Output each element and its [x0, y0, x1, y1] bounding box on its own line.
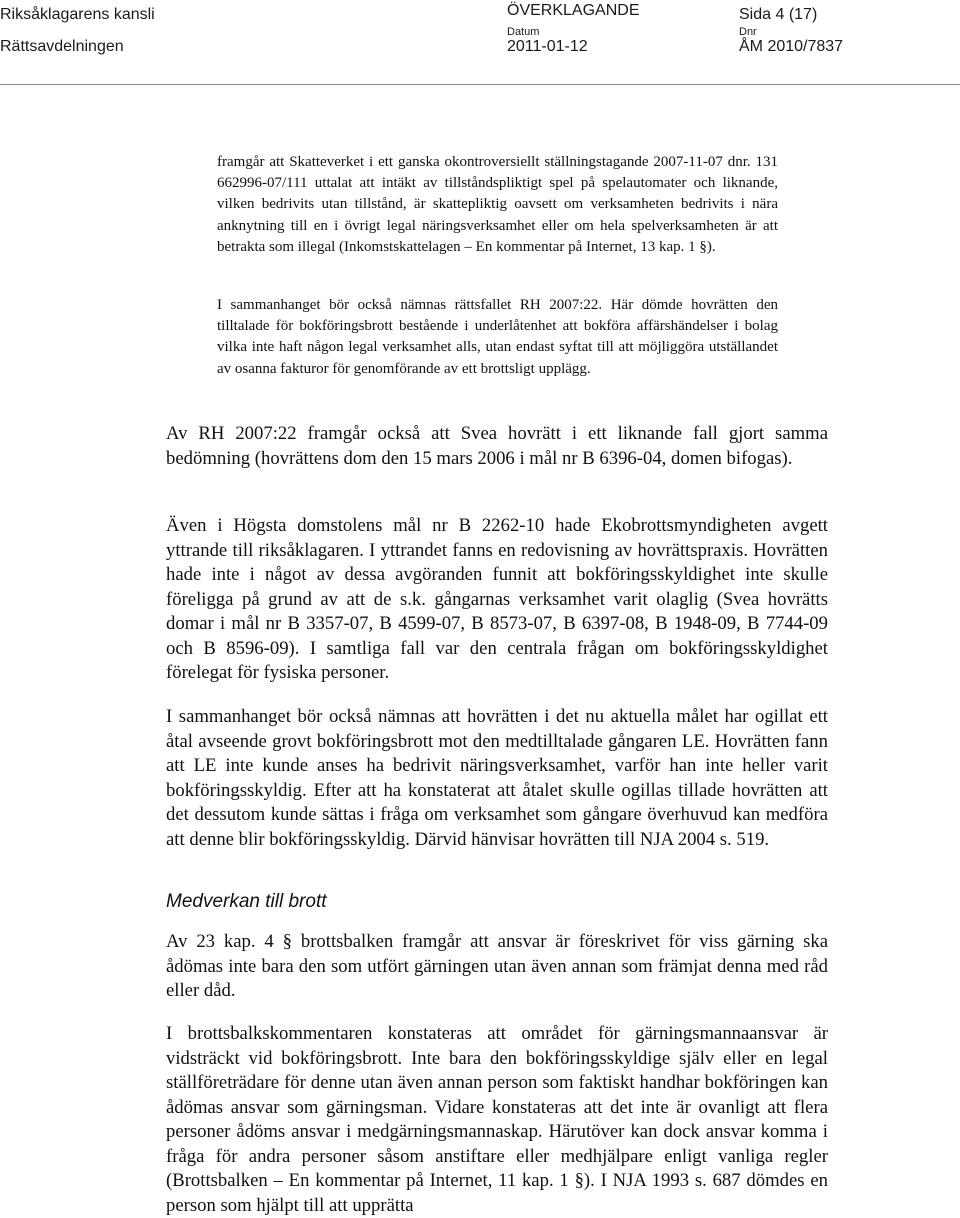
- quote-paragraph-1: framgår att Skatteverket i ett ganska okontroversiellt ställningstagande 2007-11-07 dnr. 131 662996-07/111 uttalat att intäkt av tillståndspliktigt spel på spelautomater och liknande, vilken bedrivits utan tillstånd, är skattepliktig oavsett om verksamheten bedrivits i nära anknytning till en i övrigt legal näringsverksamhet eller om hela spelverksamheten är att betrakta som illegal (Inkomstskattelagen – En kommentar på Internet, 13 kap. 1 §).: [217, 154, 778, 255]
- department-name: Rättsavdelningen: [0, 38, 124, 55]
- body-paragraph-4: Av 23 kap. 4 § brottsbalken framgår att ansvar är föreskrivet för viss gärning ska ådömas inte bara den som utfört gärningen utan även annan som främjat denna med råd eller dåd.: [166, 931, 828, 1001]
- document-type: ÖVERKLAGANDE: [507, 2, 640, 19]
- body-paragraph-5: I brottsbalkskommentaren konstateras att området för gärningsmannaansvar är vidsträckt vid bokföringsbrott. Inte bara den bokföringsskyldige själv eller en legal ställföreträdare för denne utan även annan person som faktiskt handhar bokföringen kan ådömas ansvar som gärningsman. Vidare konstateras att det inte är ovanligt att flera personer ådöms ansvar i medgärningsmannaskap. Härutöver kan dock ansvar komma i fråga för andra personer såsom anstiftare eller medhjälpare enligt vanliga regler (Brottsbalken – En kommentar på Internet, 11 kap. 1 §). I NJA 1993 s. 687 dömdes en person som hjälpt till att upprätta: [166, 1023, 828, 1216]
- dnr-value: ÅM 2010/7837: [739, 38, 844, 55]
- body-paragraph-1: Av RH 2007:22 framgår också att Svea hovrätt i ett liknande fall gjort samma bedömning (hovrättens dom den 15 mars 2006 i mål nr B 6396-04, domen bifogas).: [166, 423, 828, 469]
- header-rule: [0, 84, 960, 85]
- date-label: Datum: [507, 26, 540, 38]
- section-heading: Medverkan till brott: [166, 891, 327, 912]
- page-number: Sida 4 (17): [739, 6, 818, 23]
- body-paragraph-2: Även i Högsta domstolens mål nr B 2262-10 hade Ekobrottsmyndigheten avgett yttrande till riksåklagaren. I yttrandet fanns en redovisning av hovrättspraxis. Hovrätten hade inte i något av dessa avgöranden funnit att bokföringsskyldighet inte skulle föreligga på grund av att de s.k. gångarnas verksamhet varit olaglig (Svea hovrätts domar i mål nr B 3357-07, B 4599-07, B 8573-07, B 6397-08, B 1948-09, B 7744-09 och B 8596-09). I samtliga fall var den centrala frågan om bokföringsskyldighet förelegat för fysiska personer.: [166, 515, 828, 683]
- org-name: Riksåklagarens kansli: [0, 6, 155, 23]
- quote-paragraph-2: I sammanhanget bör också nämnas rättsfallet RH 2007:22. Här dömde hovrätten den tilltalade för bokföringsbrott bestående i underlåtenhet att bokföra affärshändelser i bolag vilka inte haft någon legal verksamhet alls, utan endast syftat till att möjliggöra utställandet av osanna fakturor för genomförande av ett brottsligt upplägg.: [217, 297, 778, 377]
- dnr-label: Dnr: [739, 26, 757, 38]
- date-value: 2011-01-12: [507, 38, 588, 55]
- body-paragraph-3: I sammanhanget bör också nämnas att hovrätten i det nu aktuella målet har ogillat ett åtal avseende grovt bokföringsbrott mot den medtilltalade gångaren LE. Hovrätten fann att LE inte kunde anses ha bedrivit näringsverksamhet, varför han inte heller varit bokföringsskyldig. Efter att ha konstaterat att åtalet skulle ogillas tillade hovrätten att det dessutom kunde sättas i fråga om verksamhet som gångare överhuvud kan medföra att denne blir bokföringsskyldig. Därvid hänvisar hovrätten till NJA 2004 s. 519.: [166, 706, 828, 850]
